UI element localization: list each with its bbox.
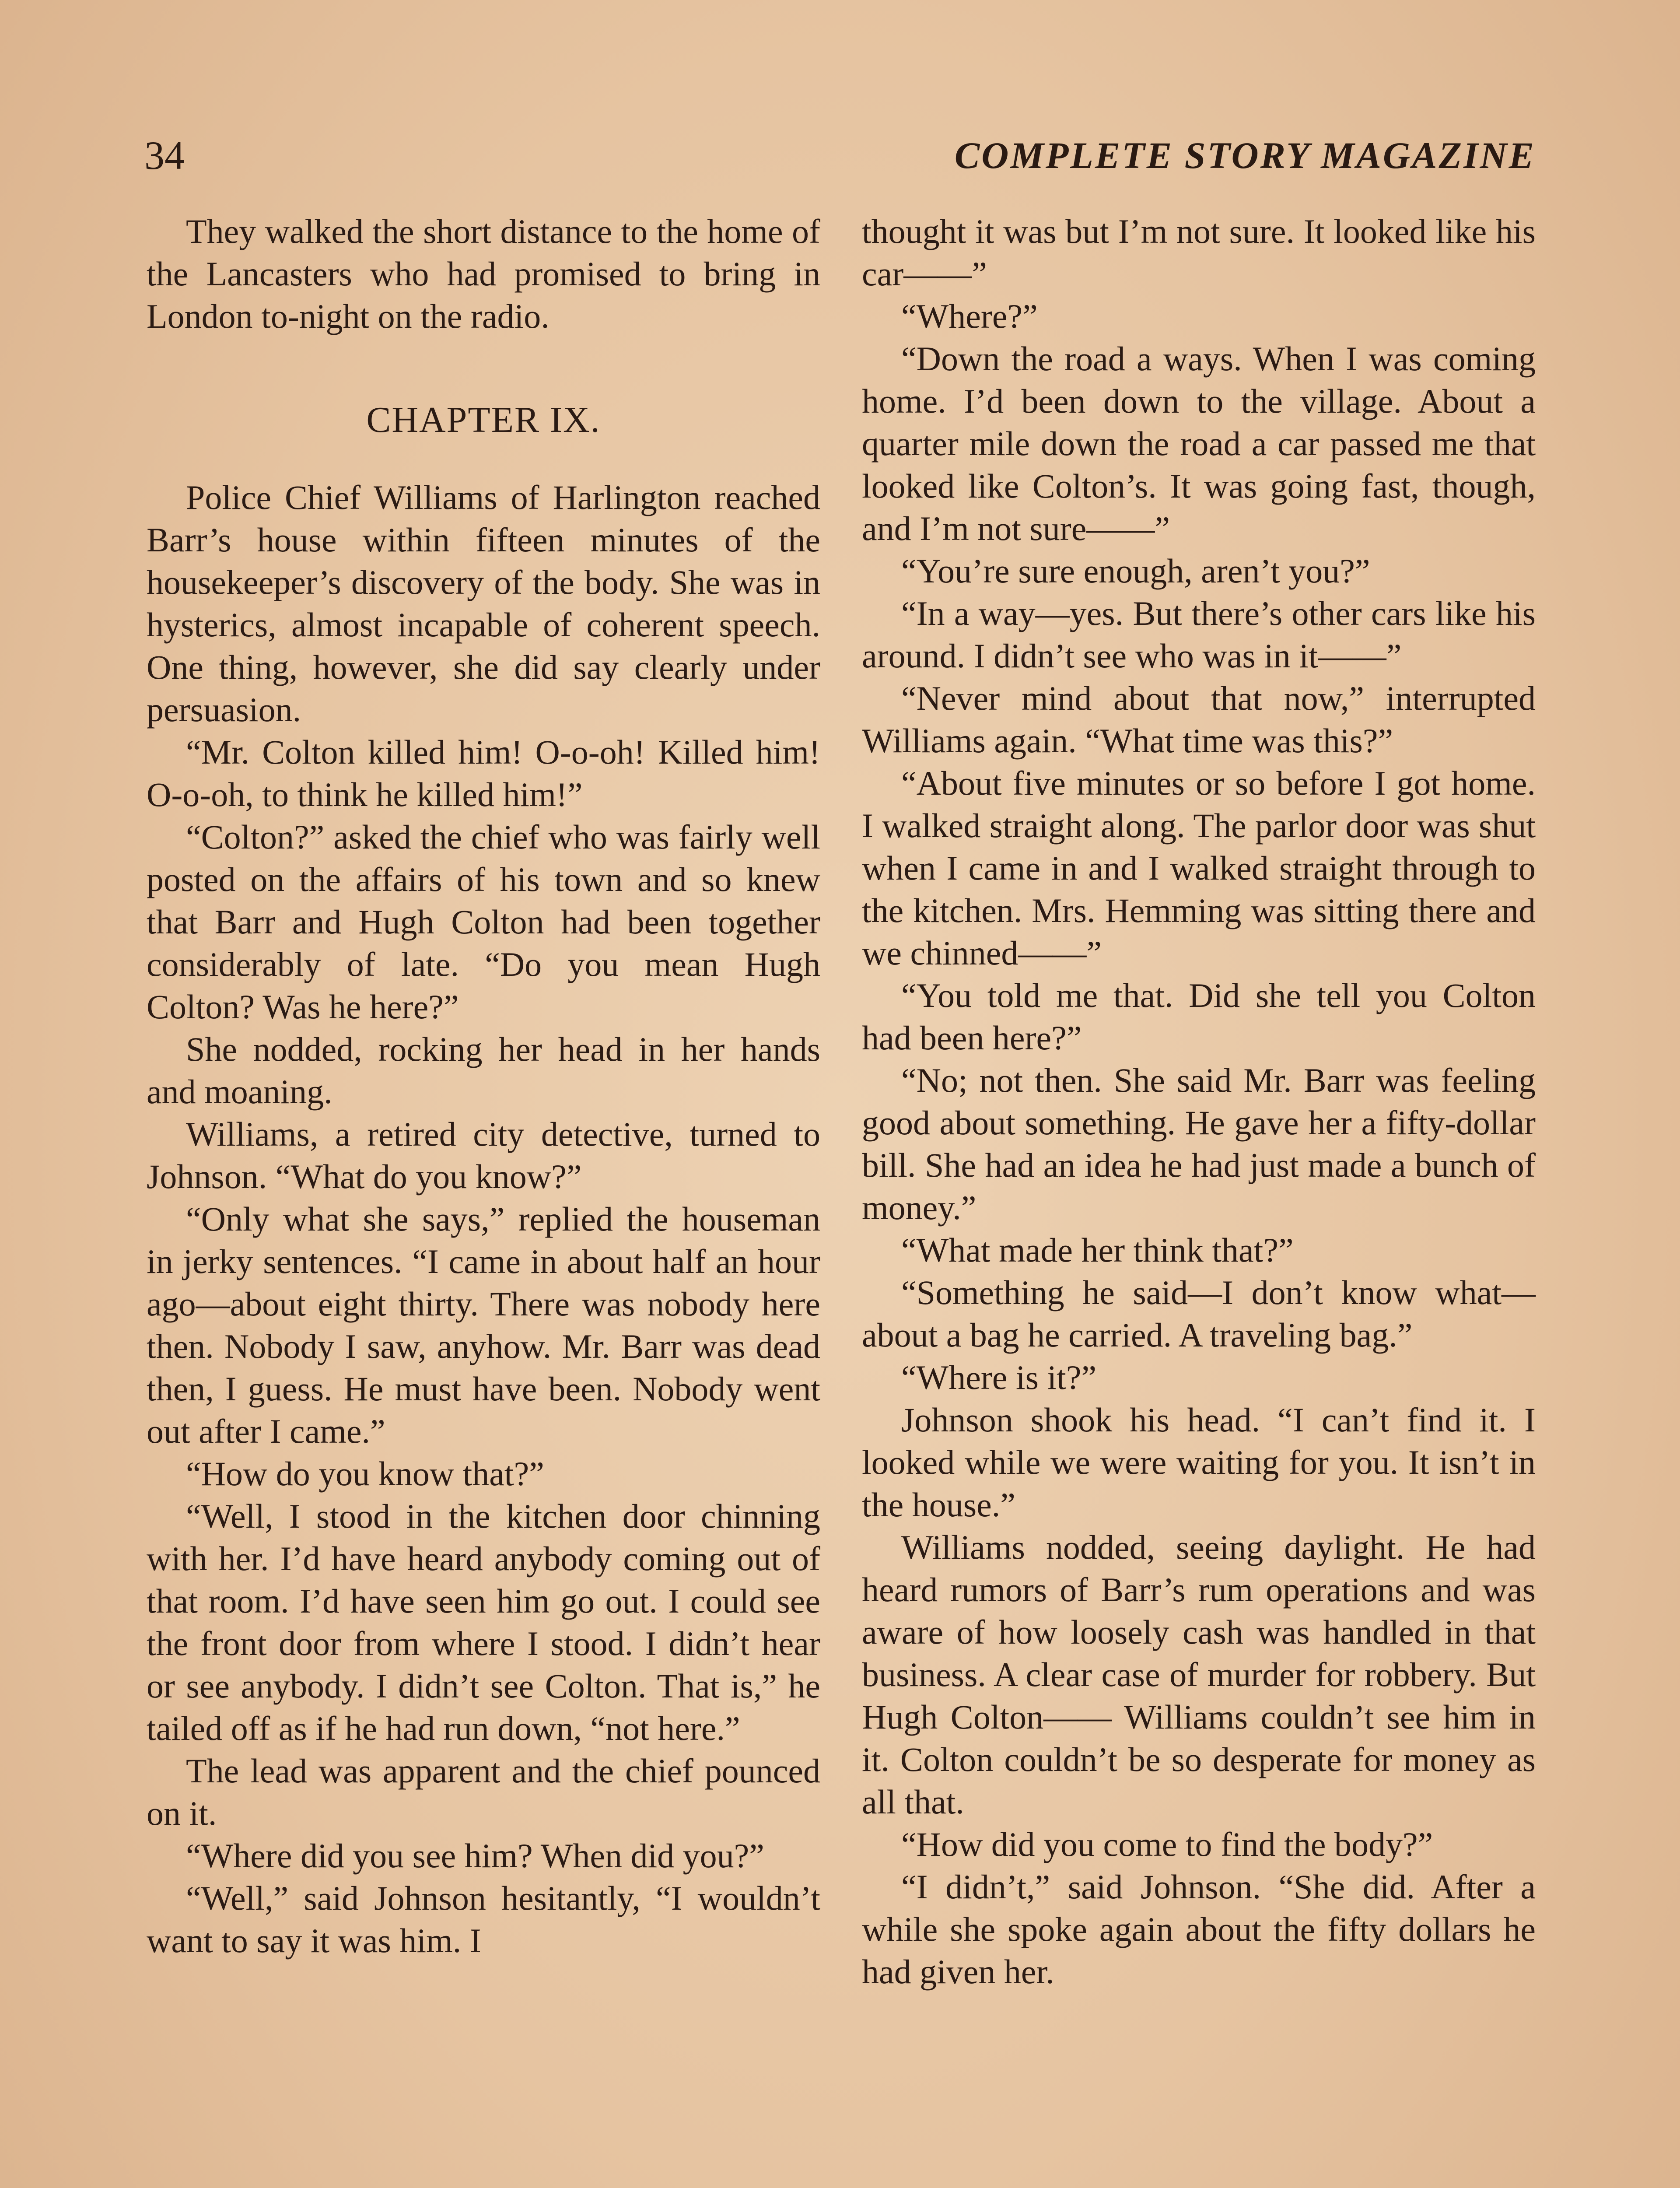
paragraph: “Down the road a ways. When I was coming home. I’d been down to the village. About a quarter mile down the road a car passed me that looked like Colton’s. It was going fast, though, and I’m not sure——” xyxy=(862,340,1536,547)
paragraph: “Where did you see him? When did you?” xyxy=(186,1837,764,1875)
paragraph: They walked the short distance to the home of the Lancasters who had promised to bring in London to-night on the radio. xyxy=(147,212,820,335)
right-column xyxy=(862,210,1536,1993)
paragraph: “I didn’t,” said Johnson. “She did. After a while she spoke again about the fifty dollars he had given her. xyxy=(862,1868,1536,1991)
magazine-title: COMPLETE STORY MAGAZINE xyxy=(954,134,1536,176)
paragraph: “No; not then. She said Mr. Barr was feeling good about something. He gave her a fifty-dollar bill. She had an idea he had just made a bunch of money.” xyxy=(862,1061,1536,1227)
paragraph: “Where?” xyxy=(901,297,1038,335)
paragraph: Police Chief Williams of Harlington reached Barr’s house within fifteen minutes of the housekeeper’s discovery of the body. She was in hysterics, almost incapable of coherent speech. One thing, however, she did say clearly under persuasion. xyxy=(147,478,820,729)
paragraph: The lead was apparent and the chief pounced on it. xyxy=(147,1752,820,1832)
paragraph: “How did you come to find the body?” xyxy=(901,1825,1433,1863)
paragraph: thought it was but I’m not sure. It looked like his car——” xyxy=(862,212,1536,293)
paragraph: “Well,” said Johnson hesitantly, “I wouldn’t want to say it was him. I xyxy=(147,1879,820,1960)
paragraph: “How do you know that?” xyxy=(186,1455,544,1493)
page-number: 34 xyxy=(144,133,185,178)
paragraph: “In a way—yes. But there’s other cars like his around. I didn’t see who was in it——” xyxy=(862,594,1536,675)
paragraph: Johnson shook his head. “I can’t find it. I looked while we were waiting for you. It isn’t in the house.” xyxy=(862,1401,1536,1524)
chapter-heading: CHAPTER IX. xyxy=(366,400,601,440)
paragraph: “Where is it?” xyxy=(901,1358,1097,1396)
paragraph: “You’re sure enough, aren’t you?” xyxy=(901,552,1370,590)
paragraph: “What made her think that?” xyxy=(901,1231,1294,1269)
paragraph: “Colton?” asked the chief who was fairly well posted on the affairs of his town and so knew that Barr and Hugh Colton had been together considerably of late. “Do you mean Hugh Colton? Was he here?” xyxy=(147,818,820,1026)
paragraph: “Mr. Colton killed him! O-o-oh! Killed him! O-o-oh, to think he killed him!” xyxy=(147,733,820,813)
paragraph: “Never mind about that now,” interrupted Williams again. “What time was this?” xyxy=(862,679,1536,760)
paragraph: “About five minutes or so before I got home. I walked straight along. The parlor door was shut when I came in and I walked straight through to the kitchen. Mrs. Hemming was sitting there and we chinned——” xyxy=(862,764,1536,972)
left-column xyxy=(147,210,820,1962)
paragraph: “Only what she says,” replied the houseman in jerky sentences. “I came in about half an hour ago—about eight thirty. There was nobody here then. Nobody I saw, anyhow. Mr. Barr was dead then, I guess. He must have been. Nobody went out after I came.” xyxy=(147,1200,820,1450)
paragraph: Williams, a retired city detective, turned to Johnson. “What do you know?” xyxy=(147,1115,820,1196)
paragraph: Williams nodded, seeing daylight. He had heard rumors of Barr’s rum operations and was aware of how loosely cash was handled in that business. A clear case of murder for robbery. But Hugh Colton—— Williams couldn’t see him in it. Colton couldn’t be so desperate for money as all that. xyxy=(862,1528,1536,1821)
paragraph: She nodded, rocking her head in her hands and moaning. xyxy=(147,1030,820,1111)
paragraph: “You told me that. Did she tell you Colton had been here?” xyxy=(862,976,1536,1057)
page-header xyxy=(144,131,1536,179)
paragraph: “Well, I stood in the kitchen door chinning with her. I’d have heard anybody coming out of that room. I’d have seen him go out. I could see the front door from where I stood. I didn’t hear or see anybody. I didn’t see Colton. That is,” he tailed off as if he had run down, “not here.” xyxy=(147,1497,820,1747)
paragraph: “Something he said—I don’t know what—about a bag he carried. A traveling bag.” xyxy=(862,1273,1536,1354)
